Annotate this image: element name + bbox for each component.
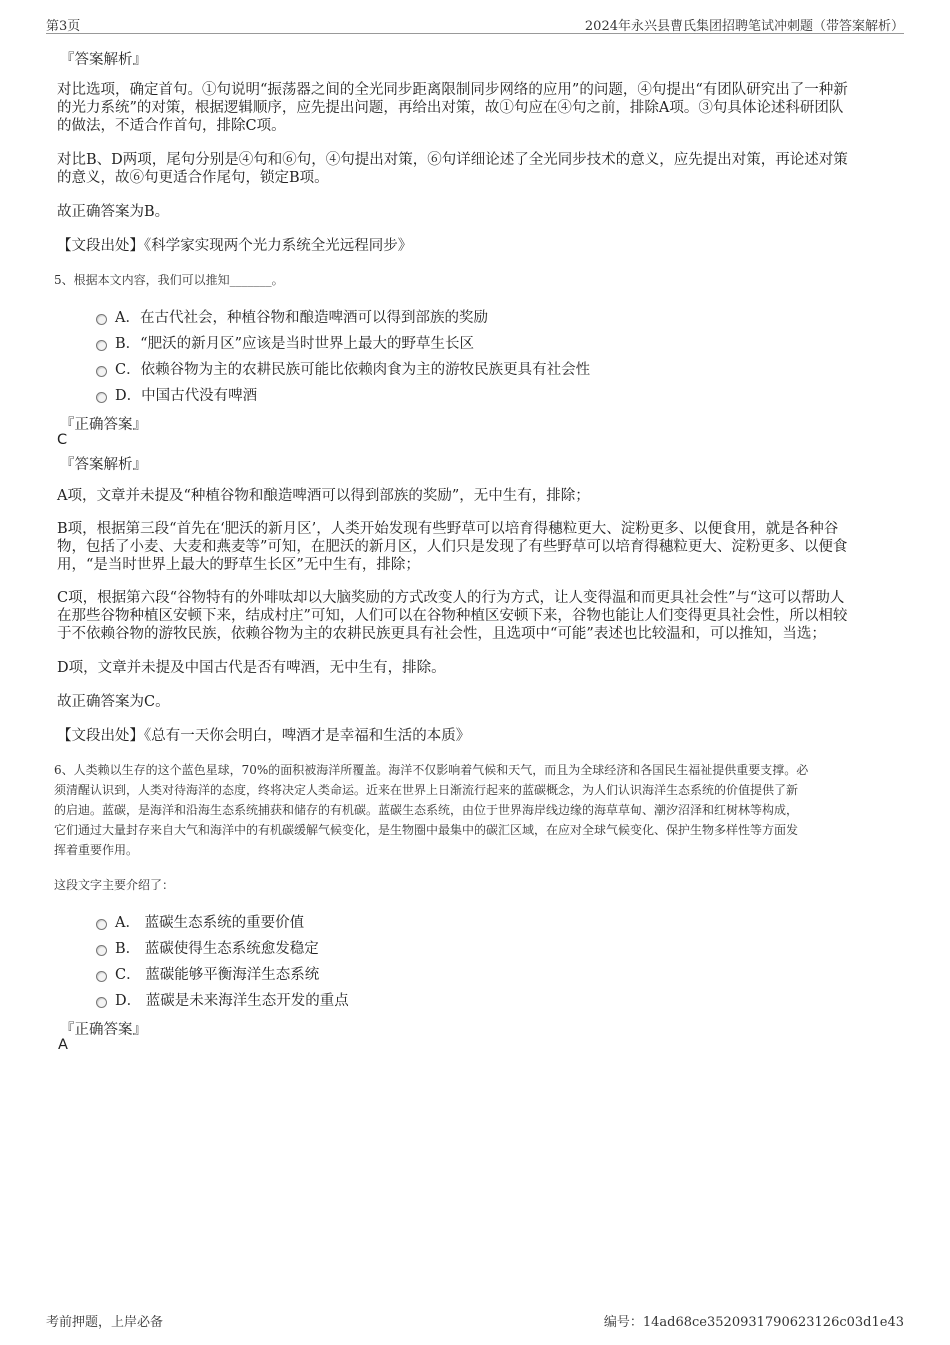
analysis-paragraph: [57, 81, 897, 135]
radio-icon[interactable]: [96, 340, 107, 351]
analysis-paragraph: [57, 151, 897, 187]
analysis-label: 『答案解析』: [60, 457, 147, 473]
analysis-paragraph: A项，文章并未提及“种植谷物和酿造啤酒可以得到部族的奖励”，无中生有，排除；: [57, 488, 590, 504]
correct-answer-label: 『正确答案』: [60, 417, 147, 433]
option-label: C．依赖谷物为主的农耕民族可能比依赖肉食为主的游牧民族更具有社会性: [115, 361, 591, 378]
radio-icon[interactable]: [96, 919, 107, 930]
option-c[interactable]: [96, 358, 590, 378]
correct-answer: A: [58, 1037, 68, 1053]
radio-icon[interactable]: [96, 366, 107, 377]
page-number: 第3页: [46, 19, 81, 34]
conclusion-text: 故正确答案为B。: [57, 204, 170, 220]
analysis-paragraph: D项，文章并未提及中国古代是否有啤酒，无中生有，排除。: [57, 660, 446, 676]
question-prompt: 这段文字主要介绍了：: [54, 878, 175, 892]
analysis-paragraph: [57, 589, 897, 643]
option-label: A． 蓝碳生态系统的重要价值: [115, 914, 305, 931]
text-line: 的意义，故⑥句更适合作尾句，锁定B项。: [57, 170, 329, 186]
correct-answer-label: 『正确答案』: [60, 1022, 147, 1038]
source-citation: 【文段出处】《总有一天你会明白，啤酒才是幸福和生活的本质》: [57, 728, 471, 744]
source-citation: 【文段出处】《科学家实现两个光力系统全光远程同步》: [57, 238, 413, 254]
text-line: 挥着重要作用。: [54, 843, 139, 857]
analysis-paragraph: [57, 520, 897, 574]
radio-icon[interactable]: [96, 997, 107, 1008]
option-label: D．中国古代没有啤酒: [115, 387, 258, 404]
option-d[interactable]: [96, 989, 349, 1009]
radio-icon[interactable]: [96, 392, 107, 403]
text-line: 6、人类赖以生存的这个蓝色星球，70%的面积被海洋所覆盖。海洋不仅影响着气候和天气，而且为全球经济和各国民生福祉提供重要支撑。必: [54, 763, 809, 777]
text-line: 用，“是当时世界上最大的野草生长区”无中生有，排除；: [57, 557, 420, 573]
radio-icon[interactable]: [96, 971, 107, 982]
radio-icon[interactable]: [96, 314, 107, 325]
correct-answer: C: [57, 432, 68, 448]
option-c[interactable]: [96, 963, 319, 983]
document-id: 编号：14ad68ce3520931790623126c03d1e43: [603, 1315, 904, 1330]
option-a[interactable]: [96, 911, 304, 931]
conclusion-text: 故正确答案为C。: [57, 694, 170, 710]
text-line: C项，根据第六段“谷物特有的外啡呔却以大脑奖励的方式改变人的行为方式，让人变得温和而更具社会性”与“这可以帮助人: [57, 590, 845, 606]
text-line: 对比B、D两项，尾句分别是④句和⑥句，④句提出对策，⑥句详细论述了全光同步技术的意义，应先提出对策，再论述对策: [57, 152, 848, 168]
option-b[interactable]: [96, 332, 474, 352]
text-line: 于不依赖谷物的游牧民族，依赖谷物为主的农耕民族更具有社会性，且选项中“可能”表述也比较温和，可以推知，当选；: [57, 626, 826, 642]
option-a[interactable]: [96, 306, 488, 326]
text-line: B项，根据第三段“首先在‘肥沃的新月区’，人类开始发现有些野草可以培育得穗粒更大、淀粉更多、以便食用，就是各种谷: [57, 521, 839, 537]
text-line: 它们通过大量封存来自大气和海洋中的有机碳缓解气候变化，是生物圈中最集中的碳汇区域，在应对全球气候变化、保护生物多样性等方面发: [54, 823, 799, 837]
option-label: B． 蓝碳使得生态系统愈发稳定: [115, 940, 319, 957]
text-line: 物，包括了小麦、大麦和燕麦等”可知，在肥沃的新月区，人们只是发现了有些野草可以培育得穗粒更大、淀粉更多、以便食: [57, 539, 848, 555]
option-label: C． 蓝碳能够平衡海洋生态系统: [115, 966, 320, 983]
analysis-label: 『答案解析』: [60, 52, 147, 68]
question-stem: 5、根据本文内容，我们可以推知_______。: [54, 273, 284, 287]
question-stem: [54, 760, 900, 860]
footer-slogan: 考前押题，上岸必备: [46, 1315, 164, 1330]
text-line: 在那些谷物种植区安顿下来，结成村庄”可知，人们可以在谷物种植区安顿下来，谷物也能让人们变得更具社会性，所以相较: [57, 608, 848, 624]
option-b[interactable]: [96, 937, 319, 957]
text-line: 对比选项，确定首句。①句说明“振荡器之间的全光同步距离限制同步网络的应用”的问题，④句提出“有团队研究出了一种新: [57, 82, 848, 98]
option-label: B．“肥沃的新月区”应该是当时世界上最大的野草生长区: [115, 335, 474, 352]
document-title: 2024年永兴县曹氏集团招聘笔试冲刺题（带答案解析）: [584, 19, 904, 34]
page-header: [46, 14, 904, 34]
option-d[interactable]: [96, 384, 257, 404]
text-line: 须清醒认识到，人类对待海洋的态度，终将决定人类命运。近来在世界上日渐流行起来的蓝碳概念，为人们认识海洋生态系统的价值提供了新: [54, 783, 799, 797]
page-footer: [46, 1311, 904, 1329]
option-label: D． 蓝碳是未来海洋生态开发的重点: [115, 992, 349, 1009]
text-line: 的做法，不适合作首句，排除C项。: [57, 118, 286, 134]
text-line: 的启迪。蓝碳，是海洋和沿海生态系统捕获和储存的有机碳。蓝碳生态系统，由位于世界海岸线边缘的海草草甸、潮汐沼泽和红树林等构成，: [54, 803, 799, 817]
radio-icon[interactable]: [96, 945, 107, 956]
text-line: 的光力系统”的对策，根据逻辑顺序，应先提出问题，再给出对策，故①句应在④句之前，排除A项。③句具体论述科研团队: [57, 100, 844, 116]
option-label: A．在古代社会，种植谷物和酿造啤酒可以得到部族的奖励: [115, 309, 488, 326]
